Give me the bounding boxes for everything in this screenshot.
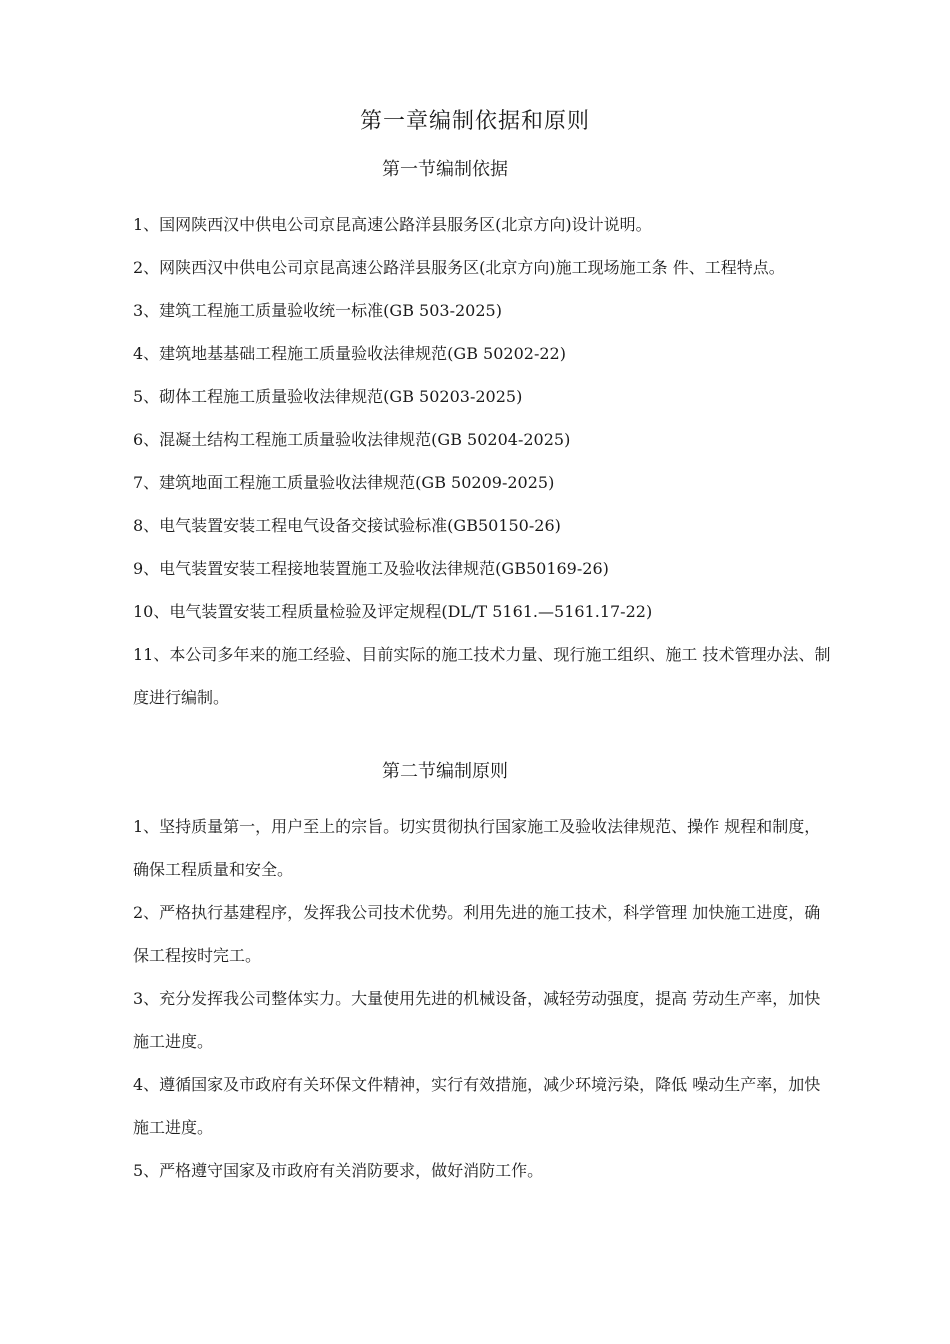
principle-item-5: 5、严格遵守国家及市政府有关消防要求，做好消防工作。: [133, 1161, 544, 1180]
basis-item-9: 9、电气装置安装工程接地装置施工及验收法律规范(GB50169-26): [133, 559, 609, 578]
basis-item-10: 10、电气装置安装工程质量检验及评定规程(DL/T 5161.—5161.17-22): [133, 602, 653, 621]
basis-item-6: 6、混凝土结构工程施工质量验收法律规范(GB 50204-2025): [133, 430, 571, 449]
principle-item-1: 1、坚持质量第一，用户至上的宗旨。切实贯彻执行国家施工及验收法律规范、操作 规程和制度，确保工程质量和安全。: [133, 817, 821, 879]
basis-item-1: 1、国网陕西汉中供电公司京昆高速公路洋县服务区(北京方向)设计说明。: [133, 215, 652, 234]
basis-item-4: 4、建筑地基基础工程施工质量验收法律规范(GB 50202-22): [133, 344, 566, 363]
basis-item-7: 7、建筑地面工程施工质量验收法律规范(GB 50209-2025): [133, 473, 555, 492]
section-title-principles: 第二节编制原则: [382, 761, 508, 782]
principle-item-3: 3、充分发挥我公司整体实力。大量使用先进的机械设备，减轻劳动强度，提高 劳动生产率，加快施工进度。: [133, 989, 821, 1051]
basis-list: [133, 203, 833, 719]
principle-item-2: 2、严格执行基建程序，发挥我公司技术优势。利用先进的施工技术，科学管理 加快施工进度，确保工程按时完工。: [133, 903, 821, 965]
basis-item-5: 5、砌体工程施工质量验收法律规范(GB 50203-2025): [133, 387, 523, 406]
basis-item-8: 8、电气装置安装工程电气设备交接试验标准(GB50150-26): [133, 516, 561, 535]
section-title-basis: 第一节编制依据: [382, 159, 508, 180]
basis-item-2: 2、网陕西汉中供电公司京昆高速公路洋县服务区(北京方向)施工现场施工条 件、工程特点。: [133, 258, 785, 277]
basis-item-3: 3、建筑工程施工质量验收统一标准(GB 503-2025): [133, 301, 502, 320]
basis-item-11: 11、本公司多年来的施工经验、目前实际的施工技术力量、现行施工组织、施工 技术管理办法、制度进行编制。: [133, 645, 831, 707]
principle-item-4: 4、遵循国家及市政府有关环保文件精神，实行有效措施，减少环境污染，降低 噪动生产率，加快施工进度。: [133, 1075, 821, 1137]
principles-list: [133, 805, 833, 1192]
chapter-title: 第一章编制依据和原则: [359, 109, 590, 134]
